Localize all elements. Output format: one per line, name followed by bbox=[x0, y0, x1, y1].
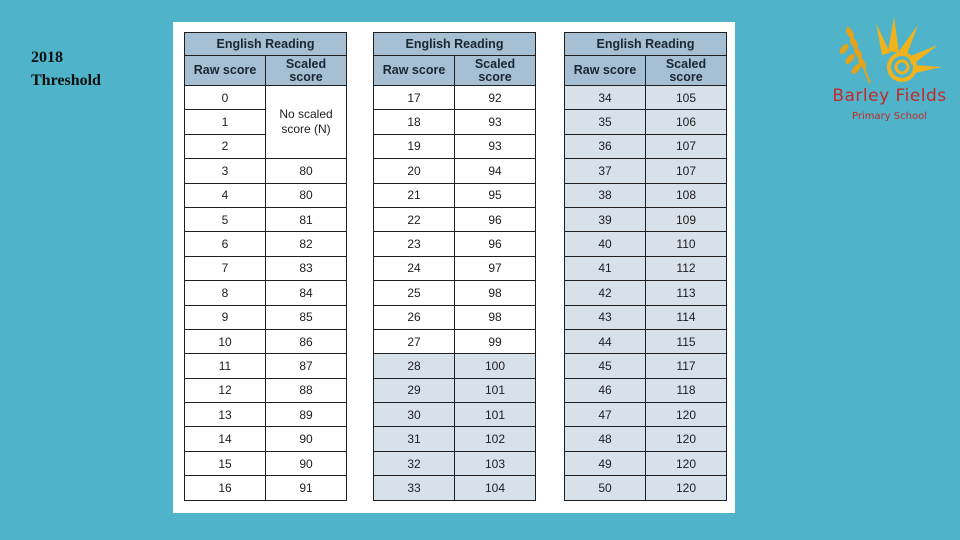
raw-score-cell: 46 bbox=[565, 378, 646, 402]
scaled-score-cell: 80 bbox=[266, 183, 347, 207]
scaled-score-cell: 90 bbox=[266, 451, 347, 475]
scaled-score-cell: 106 bbox=[646, 110, 727, 134]
raw-score-cell: 39 bbox=[565, 207, 646, 231]
raw-score-cell: 25 bbox=[374, 281, 455, 305]
table-row bbox=[185, 403, 347, 427]
scaled-score-cell: 86 bbox=[266, 329, 347, 353]
slide-title-label: Threshold bbox=[31, 72, 101, 89]
raw-score-cell: 45 bbox=[565, 354, 646, 378]
scaled-score-cell: 107 bbox=[646, 159, 727, 183]
scaled-score-cell: 98 bbox=[455, 305, 536, 329]
raw-score-cell: 24 bbox=[374, 256, 455, 280]
table-row bbox=[185, 354, 347, 378]
scaled-score-cell: 93 bbox=[455, 134, 536, 158]
scaled-score-cell: 100 bbox=[455, 354, 536, 378]
table-row bbox=[565, 451, 727, 475]
table-row bbox=[374, 183, 536, 207]
table-row bbox=[374, 305, 536, 329]
table-row bbox=[565, 476, 727, 500]
table-row bbox=[565, 427, 727, 451]
scaled-score-cell: 120 bbox=[646, 451, 727, 475]
table-row bbox=[565, 354, 727, 378]
raw-score-cell: 0 bbox=[185, 86, 266, 110]
raw-score-cell: 21 bbox=[374, 183, 455, 207]
col-header-raw-score: Raw score bbox=[374, 56, 455, 86]
raw-score-cell: 42 bbox=[565, 281, 646, 305]
scaled-score-cell: 84 bbox=[266, 281, 347, 305]
table-row bbox=[185, 207, 347, 231]
table-row bbox=[565, 329, 727, 353]
scaled-score-cell: 109 bbox=[646, 207, 727, 231]
raw-score-cell: 32 bbox=[374, 451, 455, 475]
raw-score-cell: 14 bbox=[185, 427, 266, 451]
table-row bbox=[565, 183, 727, 207]
table-row bbox=[374, 403, 536, 427]
scaled-score-cell: 108 bbox=[646, 183, 727, 207]
scaled-score-cell: 104 bbox=[455, 476, 536, 500]
col-header-raw-score: Raw score bbox=[185, 56, 266, 86]
raw-score-cell: 11 bbox=[185, 354, 266, 378]
table-row bbox=[374, 354, 536, 378]
raw-score-cell: 48 bbox=[565, 427, 646, 451]
slide-title bbox=[31, 46, 101, 92]
table-title: English Reading bbox=[185, 33, 347, 56]
raw-score-cell: 16 bbox=[185, 476, 266, 500]
table-row bbox=[374, 207, 536, 231]
scaled-score-cell: 91 bbox=[266, 476, 347, 500]
raw-score-cell: 40 bbox=[565, 232, 646, 256]
raw-score-cell: 49 bbox=[565, 451, 646, 475]
scaled-score-cell: 107 bbox=[646, 134, 727, 158]
raw-score-cell: 5 bbox=[185, 207, 266, 231]
scaled-score-cell: 120 bbox=[646, 476, 727, 500]
table-row bbox=[185, 256, 347, 280]
table-row bbox=[374, 232, 536, 256]
table-title: English Reading bbox=[565, 33, 727, 56]
table-row bbox=[185, 451, 347, 475]
score-table-2 bbox=[373, 32, 536, 501]
table-row bbox=[374, 378, 536, 402]
table-row bbox=[374, 159, 536, 183]
scaled-score-cell: 89 bbox=[266, 403, 347, 427]
scaled-score-cell: 85 bbox=[266, 305, 347, 329]
scaled-score-cell: 94 bbox=[455, 159, 536, 183]
raw-score-cell: 23 bbox=[374, 232, 455, 256]
table-row bbox=[374, 476, 536, 500]
scaled-score-cell: 118 bbox=[646, 378, 727, 402]
raw-score-cell: 33 bbox=[374, 476, 455, 500]
raw-score-cell: 13 bbox=[185, 403, 266, 427]
raw-score-cell: 1 bbox=[185, 110, 266, 134]
raw-score-cell: 4 bbox=[185, 183, 266, 207]
raw-score-cell: 27 bbox=[374, 329, 455, 353]
raw-score-cell: 38 bbox=[565, 183, 646, 207]
raw-score-cell: 30 bbox=[374, 403, 455, 427]
table-row bbox=[185, 232, 347, 256]
score-table-panel bbox=[173, 22, 735, 513]
scaled-score-cell: 101 bbox=[455, 378, 536, 402]
table-row bbox=[565, 256, 727, 280]
table-title: English Reading bbox=[374, 33, 536, 56]
scaled-score-cell: 120 bbox=[646, 427, 727, 451]
score-table-1 bbox=[184, 32, 347, 501]
table-row bbox=[565, 86, 727, 110]
raw-score-cell: 19 bbox=[374, 134, 455, 158]
table-row bbox=[185, 476, 347, 500]
scaled-score-cell: 93 bbox=[455, 110, 536, 134]
scaled-score-cell: 81 bbox=[266, 207, 347, 231]
no-scaled-score-cell: No scaled score (N) bbox=[266, 86, 347, 159]
table-row bbox=[185, 329, 347, 353]
table-row bbox=[565, 378, 727, 402]
scaled-score-cell: 98 bbox=[455, 281, 536, 305]
table-row bbox=[374, 329, 536, 353]
table-row bbox=[185, 378, 347, 402]
scaled-score-cell: 99 bbox=[455, 329, 536, 353]
scaled-score-cell: 103 bbox=[455, 451, 536, 475]
raw-score-cell: 31 bbox=[374, 427, 455, 451]
table-row bbox=[185, 281, 347, 305]
table-row bbox=[565, 134, 727, 158]
raw-score-cell: 17 bbox=[374, 86, 455, 110]
raw-score-cell: 37 bbox=[565, 159, 646, 183]
table-row bbox=[374, 451, 536, 475]
table-row bbox=[374, 86, 536, 110]
raw-score-cell: 3 bbox=[185, 159, 266, 183]
scaled-score-cell: 96 bbox=[455, 232, 536, 256]
scaled-score-cell: 80 bbox=[266, 159, 347, 183]
raw-score-cell: 20 bbox=[374, 159, 455, 183]
scaled-score-cell: 117 bbox=[646, 354, 727, 378]
raw-score-cell: 28 bbox=[374, 354, 455, 378]
raw-score-cell: 44 bbox=[565, 329, 646, 353]
scaled-score-cell: 114 bbox=[646, 305, 727, 329]
score-table-3 bbox=[564, 32, 727, 501]
scaled-score-cell: 101 bbox=[455, 403, 536, 427]
raw-score-cell: 15 bbox=[185, 451, 266, 475]
raw-score-cell: 22 bbox=[374, 207, 455, 231]
raw-score-cell: 10 bbox=[185, 329, 266, 353]
table-row bbox=[565, 281, 727, 305]
table-row bbox=[374, 427, 536, 451]
table-row bbox=[374, 110, 536, 134]
scaled-score-cell: 82 bbox=[266, 232, 347, 256]
raw-score-cell: 8 bbox=[185, 281, 266, 305]
raw-score-cell: 29 bbox=[374, 378, 455, 402]
scaled-score-cell: 90 bbox=[266, 427, 347, 451]
raw-score-cell: 34 bbox=[565, 86, 646, 110]
scaled-score-cell: 95 bbox=[455, 183, 536, 207]
col-header-scaled-score: Scaled score bbox=[646, 56, 727, 86]
scaled-score-cell: 115 bbox=[646, 329, 727, 353]
col-header-scaled-score: Scaled score bbox=[455, 56, 536, 86]
scaled-score-cell: 96 bbox=[455, 207, 536, 231]
col-header-scaled-score: Scaled score bbox=[266, 56, 347, 86]
slide-title-year: 2018 bbox=[31, 49, 63, 66]
scaled-score-cell: 105 bbox=[646, 86, 727, 110]
raw-score-cell: 36 bbox=[565, 134, 646, 158]
logo-school-name: Barley Fields bbox=[832, 86, 947, 106]
logo-school-subtitle: Primary School bbox=[851, 111, 928, 122]
scaled-score-cell: 88 bbox=[266, 378, 347, 402]
raw-score-cell: 26 bbox=[374, 305, 455, 329]
raw-score-cell: 50 bbox=[565, 476, 646, 500]
scaled-score-cell: 92 bbox=[455, 86, 536, 110]
table-row bbox=[185, 183, 347, 207]
raw-score-cell: 2 bbox=[185, 134, 266, 158]
table-row bbox=[374, 134, 536, 158]
scaled-score-cell: 120 bbox=[646, 403, 727, 427]
table-row bbox=[565, 159, 727, 183]
scaled-score-cell: 97 bbox=[455, 256, 536, 280]
scaled-score-cell: 113 bbox=[646, 281, 727, 305]
raw-score-cell: 47 bbox=[565, 403, 646, 427]
table-row bbox=[185, 427, 347, 451]
table-row bbox=[565, 403, 727, 427]
table-row bbox=[185, 159, 347, 183]
table-row bbox=[374, 256, 536, 280]
table-row bbox=[565, 110, 727, 134]
raw-score-cell: 9 bbox=[185, 305, 266, 329]
scaled-score-cell: 102 bbox=[455, 427, 536, 451]
raw-score-cell: 43 bbox=[565, 305, 646, 329]
table-row bbox=[185, 305, 347, 329]
raw-score-cell: 41 bbox=[565, 256, 646, 280]
raw-score-cell: 7 bbox=[185, 256, 266, 280]
col-header-raw-score: Raw score bbox=[565, 56, 646, 86]
table-row bbox=[565, 232, 727, 256]
table-row bbox=[565, 305, 727, 329]
table-row bbox=[185, 86, 347, 110]
raw-score-cell: 18 bbox=[374, 110, 455, 134]
scaled-score-cell: 83 bbox=[266, 256, 347, 280]
scaled-score-cell: 87 bbox=[266, 354, 347, 378]
raw-score-cell: 6 bbox=[185, 232, 266, 256]
scaled-score-cell: 112 bbox=[646, 256, 727, 280]
raw-score-cell: 35 bbox=[565, 110, 646, 134]
table-row bbox=[374, 281, 536, 305]
scaled-score-cell: 110 bbox=[646, 232, 727, 256]
table-row bbox=[565, 207, 727, 231]
raw-score-cell: 12 bbox=[185, 378, 266, 402]
